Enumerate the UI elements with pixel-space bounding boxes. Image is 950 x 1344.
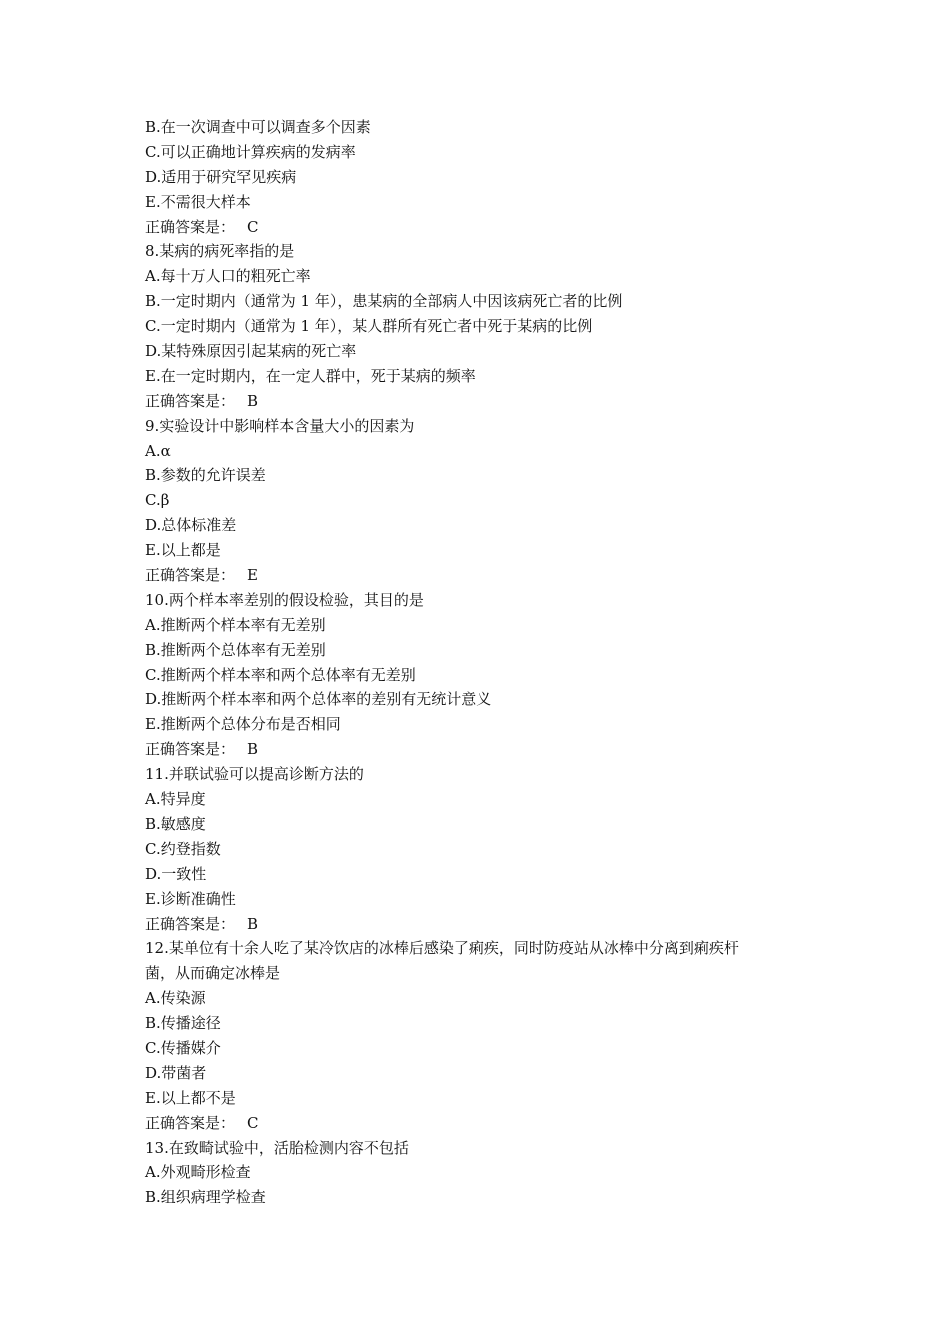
answer-line <box>145 389 825 414</box>
answer-label: 正确答案是： <box>145 391 236 410</box>
question-title: 11.并联试验可以提高诊断方法的 <box>145 765 364 784</box>
option-line: A.推断两个样本率有无差别 <box>145 615 326 634</box>
option-line: B.传播途径 <box>145 1014 221 1033</box>
option-line: C.β <box>145 491 170 510</box>
answer-line <box>145 215 825 240</box>
answer-label: 正确答案是： <box>145 914 236 933</box>
option-line: C.推断两个样本率和两个总体率有无差别 <box>145 665 416 684</box>
answer-value: C <box>247 1113 259 1132</box>
option-line: B.参数的允许误差 <box>145 466 266 485</box>
question-title-continued: 菌，从而确定冰棒是 <box>145 964 281 983</box>
answer-label: 正确答案是： <box>145 217 236 236</box>
option-line: A.每十万人口的粗死亡率 <box>145 267 311 286</box>
option-line: B.敏感度 <box>145 814 206 833</box>
option-line: C.一定时期内（通常为 1 年），某人群所有死亡者中死于某病的比例 <box>145 317 593 336</box>
option-line: A.α <box>145 441 171 460</box>
option-line: C.约登指数 <box>145 839 221 858</box>
option-line: B.在一次调查中可以调查多个因素 <box>145 118 371 136</box>
answer-value: B <box>247 391 259 410</box>
option-line: E.诊断准确性 <box>145 889 236 908</box>
option-line: A.外观畸形检查 <box>145 1163 251 1182</box>
option-line: E.以上都是 <box>145 541 221 560</box>
question-title: 12.某单位有十余人吃了某冷饮店的冰棒后感染了痢疾，同时防疫站从冰棒中分离到痢疾杆 <box>145 939 739 958</box>
answer-line <box>145 563 825 588</box>
option-line: B.组织病理学检查 <box>145 1188 266 1207</box>
option-line: B.推断两个总体率有无差别 <box>145 640 326 659</box>
option-line: C.可以正确地计算疾病的发病率 <box>145 142 356 161</box>
answer-label: 正确答案是： <box>145 566 236 585</box>
option-line: A.特异度 <box>145 790 206 809</box>
option-line: E.以上都不是 <box>145 1088 236 1107</box>
question-title: 13.在致畸试验中，活胎检测内容不包括 <box>145 1138 409 1157</box>
answer-line <box>145 912 825 937</box>
option-line: D.适用于研究罕见疾病 <box>145 167 297 186</box>
answer-value: E <box>247 566 258 585</box>
option-line: D.某特殊原因引起某病的死亡率 <box>145 342 357 361</box>
question-title: 8.某病的病死率指的是 <box>145 242 295 261</box>
answer-label: 正确答案是： <box>145 1113 236 1132</box>
option-line: E.推断两个总体分布是否相同 <box>145 715 341 734</box>
answer-value: C <box>247 217 259 236</box>
document-page <box>145 115 825 1210</box>
option-line: D.推断两个样本率和两个总体率的差别有无统计意义 <box>145 690 492 709</box>
option-line: A.传染源 <box>145 989 206 1008</box>
question-title: 10.两个样本率差别的假设检验，其目的是 <box>145 590 424 609</box>
option-line: E.不需很大样本 <box>145 192 251 211</box>
question-title: 9.实验设计中影响样本含量大小的因素为 <box>145 416 415 435</box>
option-line: C.传播媒介 <box>145 1038 221 1057</box>
answer-value: B <box>247 914 259 933</box>
option-line: D.总体标准差 <box>145 516 237 535</box>
answer-line <box>145 737 825 762</box>
answer-line <box>145 1111 825 1136</box>
option-line: E.在一定时期内，在一定人群中，死于某病的频率 <box>145 366 476 385</box>
option-line: B.一定时期内（通常为 1 年），患某病的全部病人中因该病死亡者的比例 <box>145 292 623 311</box>
answer-label: 正确答案是： <box>145 740 236 759</box>
option-line: D.带菌者 <box>145 1063 207 1082</box>
option-line: D.一致性 <box>145 864 207 883</box>
answer-value: B <box>247 740 259 759</box>
